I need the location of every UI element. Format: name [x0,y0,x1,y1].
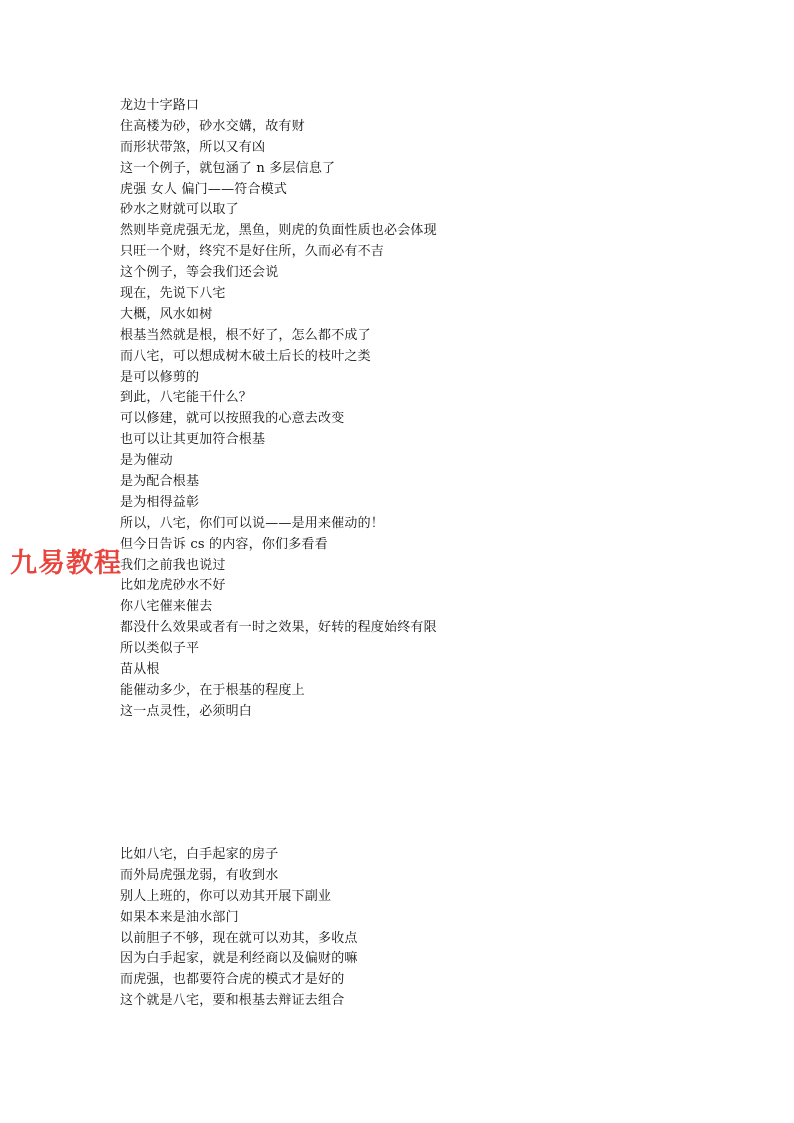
text-line: 是可以修剪的 [120,369,200,385]
text-line: 只旺一个财，终究不是好住所，久而必有不吉 [120,244,385,260]
text-line: 比如八宅，白手起家的房子 [120,847,279,862]
watermark-logo: 九易教程 [8,546,124,582]
text-line: 所以，八宅，你们可以说——是用来催动的！ [120,515,385,531]
text-line: 你八宅催来催去 [120,599,213,615]
text-line: 而外局虎强龙弱，有收到水 [120,867,279,883]
text-line: 住高楼为砂，砂水交媾，故有财 [120,118,305,134]
text-line: 以前胆子不够，现在就可以劝其，多收点 [120,930,358,946]
text-line: 虎强 女人 偏门——符合模式 [120,181,288,197]
text-line: 这个例子，等会我们还会说 [120,265,279,281]
text-line: 这个就是八宅，要和根基去辩证去组合 [120,993,345,1009]
text-line: 别人上班的，你可以劝其开展下副业 [120,888,332,904]
text-line: 是为相得益彰 [120,494,200,510]
text-line: 然则毕竟虎强无龙，黑鱼，则虎的负面性质也必会体现 [120,223,437,239]
text-line: 而八宅，可以想成树木破土后长的枝叶之类 [120,348,371,364]
text-line: 是为配合根基 [120,474,200,490]
text-line: 苗从根 [120,662,160,678]
text-line: 砂水之财就可以取了 [120,202,239,218]
text-line: 这一点灵性，必须明白 [120,703,253,719]
text-line: 而形状带煞，所以又有凶 [120,139,266,155]
text-line: 如果本来是油水部门 [120,909,239,925]
text-line: 也可以让其更加符合根基 [120,432,266,448]
text-line: 大概，风水如树 [120,306,213,322]
text-block-1 [120,96,680,723]
text-line: 是为催动 [120,453,173,469]
text-line: 龙边十字路口 [120,98,200,113]
text-block-2 [120,845,680,1012]
text-line: 这一个例子，就包涵了 n 多层信息了 [120,160,336,176]
text-line: 能催动多少，在于根基的程度上 [120,682,305,698]
text-line: 因为白手起家，就是利经商以及偏财的嘛 [120,951,358,967]
text-line: 现在，先说下八宅 [120,286,226,302]
text-line: 到此，八宅能干什么？ [120,390,253,406]
text-line: 而虎强，也都要符合虎的模式才是好的 [120,972,345,988]
text-line: 但今日告诉 cs 的内容，你们多看看 [120,536,328,552]
text-line: 可以修建，就可以按照我的心意去改变 [120,411,345,427]
text-line: 所以类似子平 [120,641,200,657]
text-line: 根基当然就是根，根不好了，怎么都不成了 [120,327,371,343]
text-line: 都没什么效果或者有一时之效果，好转的程度始终有限 [120,620,437,636]
text-line: 比如龙虎砂水不好 [120,578,226,594]
text-line: 我们之前我也说过 [120,557,226,573]
